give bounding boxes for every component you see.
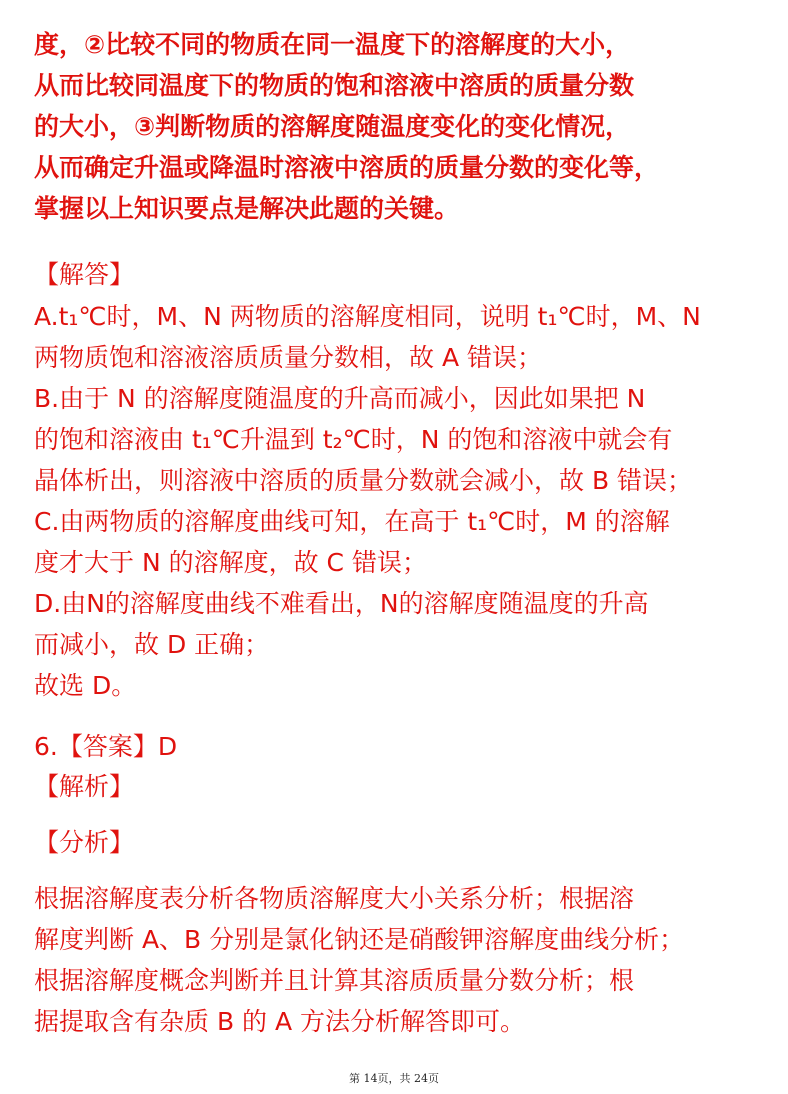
text-line: 的饱和溶液由 t₁℃升温到 t₂℃时，N 的饱和溶液中就会有: [34, 425, 673, 454]
text-line: 的大小，③判断物质的溶解度随温度变化的变化情况，: [34, 112, 631, 141]
text-line: 掌握以上知识要点是解决此题的关键。: [34, 194, 460, 223]
text-line: A.t₁℃时，M、N 两物质的溶解度相同，说明 t₁℃时，M、N: [34, 302, 701, 331]
text-line: 晶体析出，则溶液中溶质的质量分数就会减小，故 B 错误；: [34, 466, 693, 495]
text-line: 度，②比较不同的物质在同一温度下的溶解度的大小，: [34, 30, 631, 59]
text-line: 解度判断 A、B 分别是氯化钠还是硝酸钾溶解度曲线分析；: [34, 925, 685, 954]
text-line: 度才大于 N 的溶解度，故 C 错误；: [34, 548, 427, 577]
text-line: 据提取含有杂质 B 的 A 方法分析解答即可。: [34, 1007, 526, 1036]
analysis-paragraph: [34, 878, 774, 1042]
text-line: 根据溶解度表分析各物质溶解度大小关系分析；根据溶: [34, 884, 635, 913]
explanation-paragraph: [34, 24, 774, 229]
answer-paragraph: [34, 296, 774, 706]
text-line: B.由于 N 的溶解度随温度的升高而减小，因此如果把 N: [34, 384, 646, 413]
text-line: 从而比较同温度下的物质的饱和溶液中溶质的质量分数: [34, 71, 635, 100]
text-line: 故选 D。: [34, 671, 137, 700]
text-line: C.由两物质的溶解度曲线可知，在高于 t₁℃时，M 的溶解: [34, 507, 670, 536]
answer-heading: 【解答】: [34, 260, 135, 289]
question-6-answer: 6.【答案】D: [34, 732, 178, 761]
text-line: 两物质饱和溶液溶质质量分数相，故 A 错误；: [34, 343, 542, 372]
fenxi-heading: 【分析】: [34, 828, 135, 857]
analysis-heading: 【解析】: [34, 772, 135, 801]
text-line: 根据溶解度概念判断并且计算其溶质质量分数分析；根: [34, 966, 635, 995]
page-number-footer: 第 14页，共 24页: [349, 1072, 439, 1085]
text-line: D.由N的溶解度曲线不难看出，N的溶解度随温度的升高: [34, 589, 649, 618]
text-line: 从而确定升温或降温时溶液中溶质的质量分数的变化等，: [34, 153, 660, 182]
text-line: 而减小，故 D 正确；: [34, 630, 270, 659]
